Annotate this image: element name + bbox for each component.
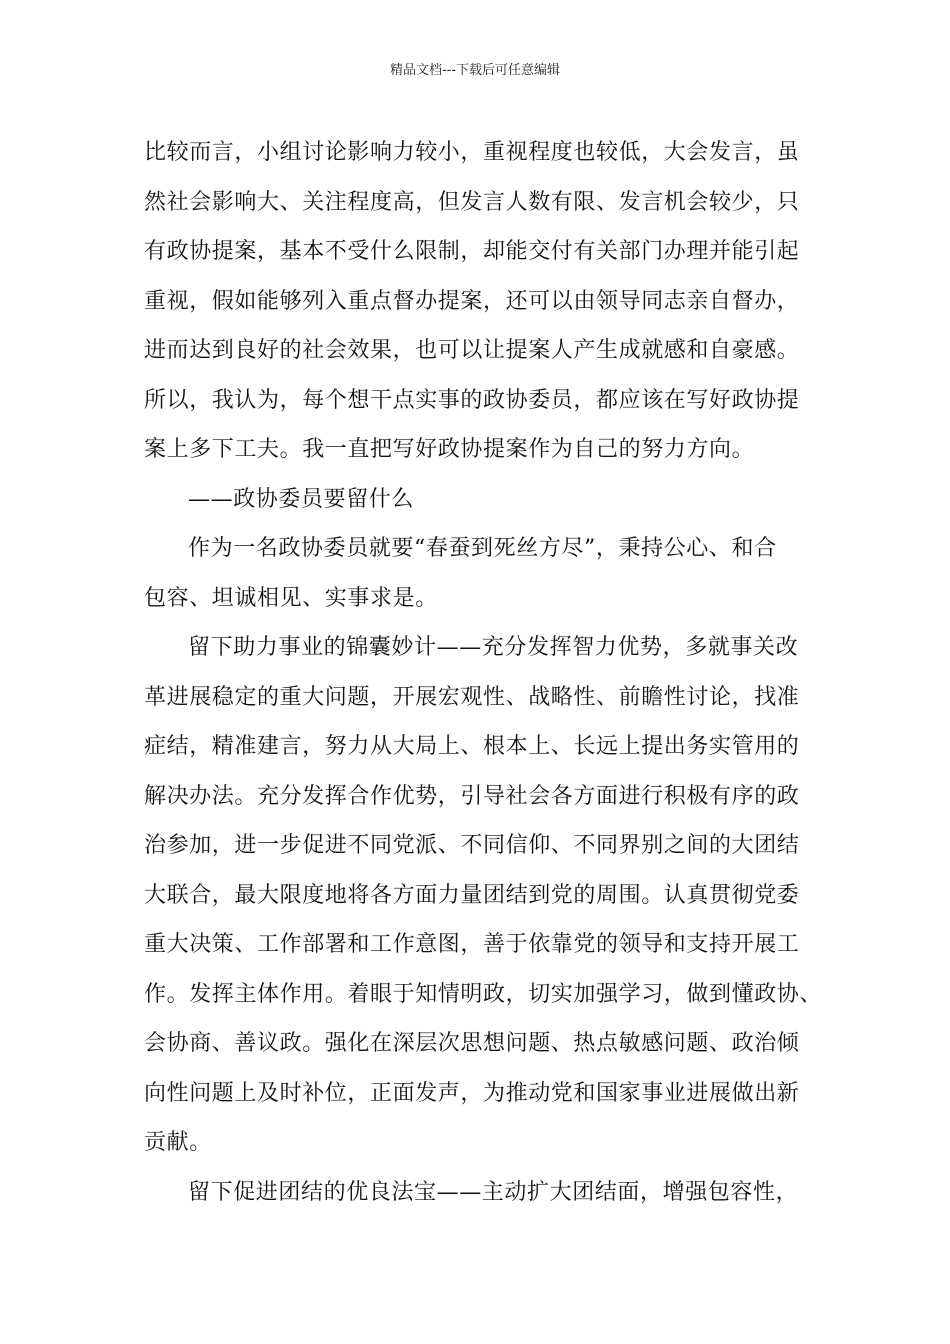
text-line: 作为一名政协委员就要“春蚕到死丝方尽”，秉持公心、和合 [188,536,777,561]
text-line: 革进展稳定的重大问题，开展宏观性、战略性、前瞻性讨论，找准 [144,684,800,710]
text-line: 重大决策、工作部署和工作意图，善于依靠党的领导和支持开展工 [144,932,800,957]
text-line: 作。发挥主体作用。着眼于知情明政，切实加强学习，做到懂政协、 [144,981,823,1007]
text-line: 留下促进团结的优良法宝——主动扩大团结面，增强包容性， [188,1179,799,1205]
text-line: 大联合，最大限度地将各方面力量团结到党的周围。认真贯彻党委 [144,882,800,908]
text-line: 有政协提案，基本不受什么限制，却能交付有关部门办理并能引起 [144,239,800,264]
text-line: 治参加，进一步促进不同党派、不同信仰、不同界别之间的大团结 [144,833,800,858]
text-line: 重视，假如能够列入重点督办提案，还可以由领导同志亲自督办， [144,288,800,314]
text-line: 比较而言，小组讨论影响力较小，重视程度也较低，大会发言，虽 [144,140,800,165]
text-line: 然社会影响大、关注程度高，但发言人数有限、发言机会较少，只 [144,189,800,215]
text-line: 向性问题上及时补位，正面发声，为推动党和国家事业进展做出新 [144,1080,800,1106]
text-line: 留下助力事业的锦囊妙计——充分发挥智力优势，多就事关改 [188,635,799,660]
text-line: 包容、坦诚相见、实事求是。 [144,585,438,611]
text-line: 进而达到良好的社会效果，也可以让提案人产生成就感和自豪感。 [144,338,800,363]
document-body [144,128,824,1217]
text-line: 会协商、善议政。强化在深层次思想问题、热点敏感问题、政治倾 [144,1031,800,1056]
text-line: 贡献。 [144,1130,212,1155]
text-line: 案上多下工夫。我一直把写好政协提案作为自己的努力方向。 [144,437,755,462]
text-line: 症结，精准建言，努力从大局上、根本上、长远上提出务实管用的 [144,734,800,759]
text-line: 所以，我认为，每个想干点实事的政协委员，都应该在写好政协提 [144,387,800,413]
text-line: 解决办法。充分发挥合作优势，引导社会各方面进行积极有序的政 [144,783,800,809]
section-heading: ——政协委员要留什么 [188,486,415,512]
page-header: 精品文档---下载后可任意编辑 [389,63,561,78]
